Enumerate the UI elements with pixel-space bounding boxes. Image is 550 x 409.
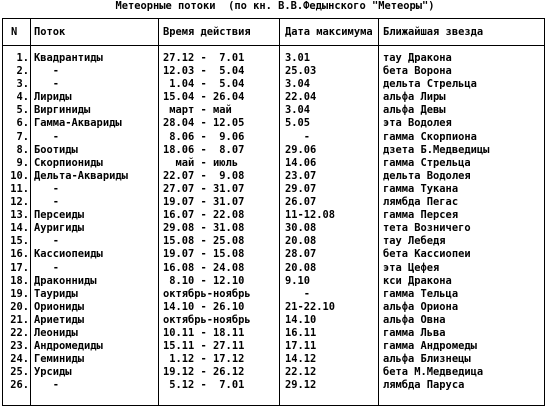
- table-row: [3, 209, 544, 222]
- max-date: 14.10: [285, 313, 317, 326]
- max-date: 3.04: [285, 104, 311, 117]
- row-number: 21.: [10, 313, 29, 326]
- max-date: 3.01: [285, 52, 311, 64]
- row-number: 17.: [10, 261, 29, 274]
- stream-name: Драконниды: [34, 274, 97, 287]
- max-date: 30.08: [285, 222, 317, 235]
- max-date: 22.12: [285, 366, 317, 379]
- activity-period: 10.11 - 18.11: [163, 326, 245, 339]
- row-number: 2.: [16, 65, 29, 78]
- max-date: -: [285, 287, 311, 300]
- stream-name: Андромедиды: [34, 340, 103, 353]
- max-date: 3.04: [285, 78, 311, 91]
- nearest-star: дельта Стрельца: [383, 78, 477, 91]
- stream-name: -: [34, 130, 60, 143]
- nearest-star: лямбда Паруса: [383, 379, 465, 392]
- max-date: 29.06: [285, 143, 317, 156]
- table-body: [3, 52, 544, 392]
- activity-period: 28.04 - 12.05: [163, 117, 245, 130]
- max-date: 14.06: [285, 156, 317, 169]
- row-number: 4.: [16, 91, 29, 104]
- table-row: [3, 170, 544, 183]
- stream-name: -: [34, 379, 60, 392]
- row-number: 5.: [16, 104, 29, 117]
- activity-period: 19.07 - 31.07: [163, 196, 245, 209]
- row-number: 1.: [16, 52, 29, 64]
- max-date: -: [285, 130, 311, 143]
- nearest-star: гамма Скорпиона: [383, 130, 477, 143]
- activity-period: 14.10 - 26.10: [163, 300, 245, 313]
- stream-name: Виргиниды: [34, 104, 91, 117]
- nearest-star: альфа Ориона: [383, 300, 459, 313]
- max-date: 20.08: [285, 261, 317, 274]
- activity-period: 29.08 - 31.08: [163, 222, 245, 235]
- stream-name: Дельта-Аквариды: [34, 169, 128, 182]
- table-row: [3, 157, 544, 170]
- nearest-star: бета Кассиопеи: [383, 248, 471, 261]
- activity-period: 15.08 - 25.08: [163, 235, 245, 248]
- nearest-star: альфа Овна: [383, 313, 446, 326]
- table-row: [3, 314, 544, 327]
- stream-name: Ориониды: [34, 300, 85, 313]
- row-number: 15.: [10, 235, 29, 248]
- table-row: [3, 117, 544, 130]
- stream-name: Персеиды: [34, 209, 85, 222]
- activity-period: 12.03 - 5.04: [163, 65, 245, 78]
- stream-name: Ариетиды: [34, 313, 85, 326]
- row-number: 24.: [10, 353, 29, 366]
- nearest-star: тау Дракона: [383, 52, 452, 64]
- row-number: 12.: [10, 196, 29, 209]
- stream-name: -: [34, 196, 60, 209]
- nearest-star: гамма Льва: [383, 326, 446, 339]
- row-number: 23.: [10, 340, 29, 353]
- header-nearest-star: Ближайшая звезда: [383, 26, 484, 38]
- table-row: [3, 65, 544, 78]
- meteor-table: [2, 18, 545, 406]
- stream-name: Леониды: [34, 326, 78, 339]
- max-date: 14.12: [285, 353, 317, 366]
- activity-period: октябрь-ноябрь: [163, 313, 251, 326]
- max-date: 16.11: [285, 326, 317, 339]
- activity-period: 8.10 - 12.10: [163, 274, 245, 287]
- activity-period: 15.04 - 26.04: [163, 91, 245, 104]
- nearest-star: альфа Лиры: [383, 91, 446, 104]
- header-period: Время действия: [163, 26, 251, 38]
- max-date: 21-22.10: [285, 300, 336, 313]
- activity-period: 5.12 - 7.01: [163, 379, 245, 392]
- nearest-star: гамма Андромеды: [383, 340, 477, 353]
- row-number: 18.: [10, 274, 29, 287]
- row-number: 14.: [10, 222, 29, 235]
- max-date: 11-12.08: [285, 209, 336, 222]
- stream-name: Скорпиониды: [34, 156, 103, 169]
- nearest-star: гамма Тельца: [383, 287, 459, 300]
- max-date: 20.08: [285, 235, 317, 248]
- activity-period: 16.07 - 22.08: [163, 209, 245, 222]
- max-date: 29.07: [285, 182, 317, 195]
- activity-period: 15.11 - 27.11: [163, 340, 245, 353]
- page-title: Метеорные потоки (по кн. В.В.Федынского "Метеоры"): [115, 0, 435, 12]
- table-row: [3, 366, 544, 379]
- table-row: [3, 144, 544, 157]
- row-number: 16.: [10, 248, 29, 261]
- stream-name: -: [34, 65, 60, 78]
- activity-period: 1.04 - 5.04: [163, 78, 245, 91]
- nearest-star: гамма Тукана: [383, 182, 459, 195]
- table-row: [3, 275, 544, 288]
- stream-name: Лириды: [34, 91, 72, 104]
- nearest-star: альфа Девы: [383, 104, 446, 117]
- activity-period: 8.06 - 9.06: [163, 130, 245, 143]
- nearest-star: гамма Персея: [383, 209, 459, 222]
- table-row: [3, 196, 544, 209]
- row-number: 7.: [16, 130, 29, 143]
- nearest-star: лямбда Пегас: [383, 196, 459, 209]
- max-date: 5.05: [285, 117, 311, 130]
- row-number: 10.: [10, 169, 29, 182]
- header-number: N: [11, 26, 18, 38]
- row-number: 8.: [16, 143, 29, 156]
- max-date: 26.07: [285, 196, 317, 209]
- row-number: 25.: [10, 366, 29, 379]
- table-row: [3, 222, 544, 235]
- activity-period: 1.12 - 17.12: [163, 353, 245, 366]
- nearest-star: бета М.Медведица: [383, 366, 484, 379]
- table-row: [3, 262, 544, 275]
- activity-period: 19.12 - 26.12: [163, 366, 245, 379]
- stream-name: -: [34, 78, 60, 91]
- row-number: 20.: [10, 300, 29, 313]
- stream-name: Гамма-Аквариды: [34, 117, 122, 130]
- nearest-star: дзета Б.Медведицы: [383, 143, 490, 156]
- nearest-star: дельта Водолея: [383, 169, 471, 182]
- stream-name: -: [34, 261, 60, 274]
- table-row: [3, 78, 544, 91]
- table-row: [3, 52, 544, 65]
- max-date: 23.07: [285, 169, 317, 182]
- header-stream: Поток: [34, 26, 66, 38]
- activity-period: май - июль: [163, 156, 239, 169]
- table-row: [3, 104, 544, 117]
- table-row: [3, 288, 544, 301]
- max-date: 28.07: [285, 248, 317, 261]
- table-row: [3, 301, 544, 314]
- table-row: [3, 131, 544, 144]
- activity-period: март - май: [163, 104, 232, 117]
- table-row: [3, 353, 544, 366]
- table-row: [3, 91, 544, 104]
- max-date: 29.12: [285, 379, 317, 392]
- table-row: [3, 379, 544, 392]
- nearest-star: тета Возничего: [383, 222, 471, 235]
- stream-name: -: [34, 235, 60, 248]
- nearest-star: бета Ворона: [383, 65, 452, 78]
- row-number: 3.: [16, 78, 29, 91]
- nearest-star: эта Цефея: [383, 261, 440, 274]
- stream-name: Квадрантиды: [34, 52, 103, 64]
- stream-name: Урсиды: [34, 366, 72, 379]
- stream-name: Боотиды: [34, 143, 78, 156]
- row-number: 19.: [10, 287, 29, 300]
- max-date: 25.03: [285, 65, 317, 78]
- activity-period: 19.07 - 15.08: [163, 248, 245, 261]
- row-number: 22.: [10, 326, 29, 339]
- activity-period: 16.08 - 24.08: [163, 261, 245, 274]
- row-number: 11.: [10, 182, 29, 195]
- activity-period: 22.07 - 9.08: [163, 169, 245, 182]
- activity-period: октябрь-ноябрь: [163, 287, 251, 300]
- table-header: [3, 19, 544, 46]
- row-number: 26.: [10, 379, 29, 392]
- nearest-star: гамма Стрельца: [383, 156, 471, 169]
- max-date: 17.11: [285, 340, 317, 353]
- stream-name: -: [34, 182, 60, 195]
- row-number: 6.: [16, 117, 29, 130]
- activity-period: 27.07 - 31.07: [163, 182, 245, 195]
- row-number: 13.: [10, 209, 29, 222]
- stream-name: Ауригиды: [34, 222, 85, 235]
- nearest-star: альфа Близнецы: [383, 353, 471, 366]
- stream-name: Кассиопеиды: [34, 248, 103, 261]
- max-date: 22.04: [285, 91, 317, 104]
- table-row: [3, 235, 544, 248]
- table-row: [3, 327, 544, 340]
- activity-period: 27.12 - 7.01: [163, 52, 245, 64]
- nearest-star: кси Дракона: [383, 274, 452, 287]
- activity-period: 18.06 - 8.07: [163, 143, 245, 156]
- table-row: [3, 183, 544, 196]
- nearest-star: эта Водолея: [383, 117, 452, 130]
- stream-name: Геминиды: [34, 353, 85, 366]
- header-max-date: Дата максимума: [285, 26, 373, 38]
- nearest-star: тау Лебедя: [383, 235, 446, 248]
- row-number: 9.: [16, 156, 29, 169]
- max-date: 9.10: [285, 274, 311, 287]
- stream-name: Тауриды: [34, 287, 78, 300]
- table-row: [3, 248, 544, 261]
- table-row: [3, 340, 544, 353]
